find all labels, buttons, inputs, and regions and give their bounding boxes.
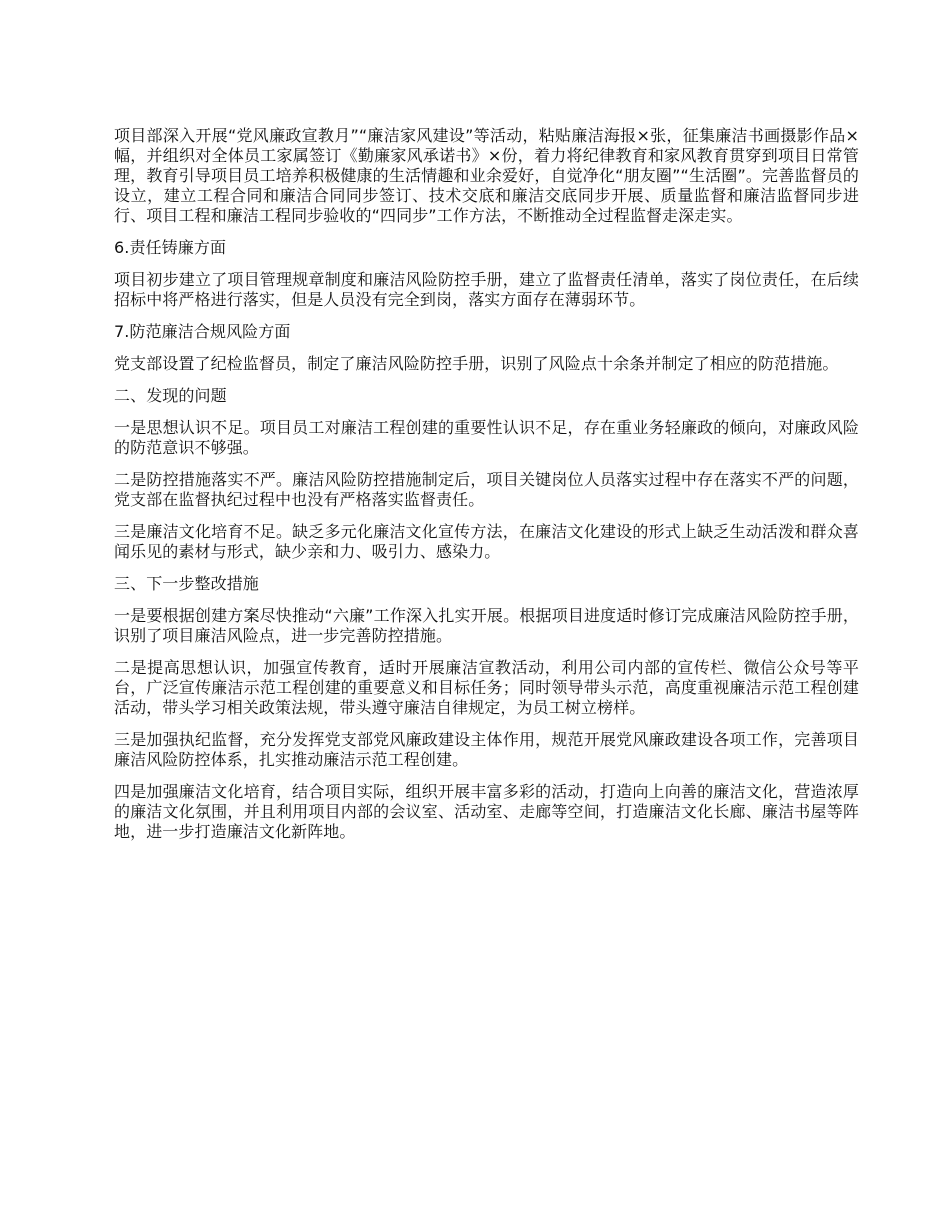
paragraph-measure-3: 三是加强执纪监督，充分发挥党支部党风廉政建设主体作用，规范开展党风廉政建设各项工作，完善项目廉洁风险防控体系，扎实推动廉洁示范工程创建。 <box>114 730 859 769</box>
paragraph-measure-1: 一是要根据创建方案尽快推动“六廉”工作深入扎实开展。根据项目进度适时修订完成廉洁风险防控手册，识别了项目廉洁风险点，进一步完善防控措施。 <box>114 606 859 645</box>
paragraph-responsibility: 项目初步建立了项目管理规章制度和廉洁风险防控手册，建立了监督责任清单，落实了岗位责任，在后续招标中将严格进行落实，但是人员没有完全到岗，落实方面存在薄弱环节。 <box>114 270 859 309</box>
section-heading-compliance-risk: 7.防范廉洁合规风险方面 <box>114 322 291 341</box>
document-body <box>114 126 859 854</box>
section-heading-problems: 二、发现的问题 <box>114 386 227 405</box>
paragraph-measure-4: 四是加强廉洁文化培育，结合项目实际，组织开展丰富多彩的活动，打造向上向善的廉洁文化，营造浓厚的廉洁文化氛围，并且利用项目内部的会议室、活动室、走廊等空间，打造廉洁文化长廊、廉洁书屋等阵地，进一步打造廉洁文化新阵地。 <box>114 782 859 841</box>
paragraph-compliance-risk: 党支部设置了纪检监督员，制定了廉洁风险防控手册，识别了风险点十余条并制定了相应的防范措施。 <box>114 354 839 373</box>
section-heading-next-steps: 三、下一步整改措施 <box>114 574 259 593</box>
paragraph-problem-1: 一是思想认识不足。项目员工对廉洁工程创建的重要性认识不足，存在重业务轻廉政的倾向，对廉政风险的防范意识不够强。 <box>114 418 859 457</box>
paragraph-problem-2: 二是防控措施落实不严。廉洁风险防控措施制定后，项目关键岗位人员落实过程中存在落实不严的问题，党支部在监督执纪过程中也没有严格落实监督责任。 <box>114 470 859 509</box>
section-heading-responsibility: 6.责任铸廉方面 <box>114 238 227 257</box>
paragraph-supervision-measures: 项目部深入开展“党风廉政宣教月”“廉洁家风建设”等活动，粘贴廉洁海报×张，征集廉洁书画摄影作品×幅，并组织对全体员工家属签订《勤廉家风承诺书》×份，着力将纪律教育和家风教育贯穿到项目日常管理，教育引导项目员工培养积极健康的生活情趣和业余爱好，自觉净化“朋友圈”“生活圈”。完善监督员的设立，建立工程合同和廉洁合同同步签订、技术交底和廉洁交底同步开展、质量监督和廉洁监督同步进行、项目工程和廉洁工程同步验收的“四同步”工作方法，不断推动全过程监督走深走实。 <box>114 126 859 225</box>
paragraph-measure-2: 二是提高思想认识，加强宣传教育，适时开展廉洁宣教活动，利用公司内部的宣传栏、微信公众号等平台，广泛宣传廉洁示范工程创建的重要意义和目标任务；同时领导带头示范，高度重视廉洁示范工程创建活动，带头学习相关政策法规，带头遵守廉洁自律规定，为员工树立榜样。 <box>114 658 859 717</box>
paragraph-problem-3: 三是廉洁文化培育不足。缺乏多元化廉洁文化宣传方法，在廉洁文化建设的形式上缺乏生动活泼和群众喜闻乐见的素材与形式，缺少亲和力、吸引力、感染力。 <box>114 522 859 561</box>
